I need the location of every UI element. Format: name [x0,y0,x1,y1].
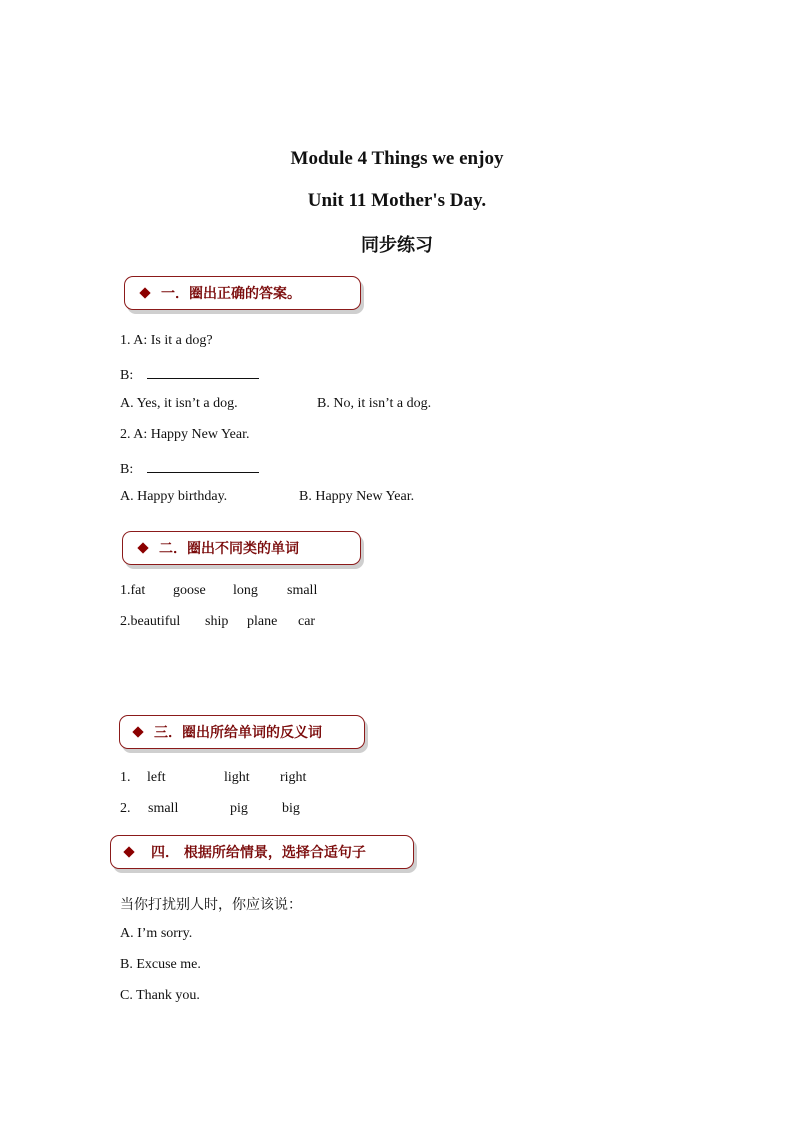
word[interactable]: long [233,583,258,598]
word[interactable]: plane [247,614,278,629]
section-3-row-1 [120,770,360,790]
q2-option-b[interactable]: B. Happy New Year. [299,489,415,504]
word[interactable]: ship [205,614,229,629]
word[interactable]: pig [230,801,248,816]
section-4-label: 四． 根据所给情景，选择合适句子 [151,845,366,861]
word[interactable]: light [224,770,250,785]
q2-blank[interactable] [147,458,259,473]
q2-prompt: 2. A: Happy New Year. [120,427,250,442]
section-3-label: 三．圈出所给单词的反义词 [154,725,322,741]
diamond-icon [123,846,134,857]
unit-title: Unit 11 Mother's Day. [307,190,487,211]
q1-option-b[interactable]: B. No, it isn’t a dog. [317,396,432,411]
q1-blank[interactable] [147,364,259,379]
row-number: 2. [120,801,131,816]
section-2-row-1 [120,583,380,603]
q1-b-label: B: [120,368,134,383]
diamond-icon [132,726,143,737]
situation-option-c[interactable]: C. Thank you. [120,988,200,1003]
row-number: 1. [120,770,131,785]
q2-answer-line [120,458,259,478]
section-3-row-2 [120,801,360,821]
section-1-label: 一．圈出正确的答案。 [161,286,301,302]
word[interactable]: small [148,801,179,816]
word[interactable]: left [147,770,166,785]
section-2-label: 二．圈出不同类的单词 [159,541,299,557]
word[interactable]: 2.beautiful [120,614,181,629]
q2-option-a[interactable]: A. Happy birthday. [120,489,228,504]
q1-option-a[interactable]: A. Yes, it isn’t a dog. [120,396,238,411]
section-2-row-2 [120,614,380,634]
situation-prompt: 当你打扰别人时，你应该说： [120,897,302,913]
word[interactable]: big [282,801,300,816]
word[interactable]: small [287,583,318,598]
section-2-header [122,531,361,565]
word[interactable]: goose [173,583,206,598]
q1-answer-line [120,364,259,384]
situation-option-a[interactable]: A. I’m sorry. [120,926,193,941]
word[interactable]: car [298,614,316,629]
section-4-header [110,835,414,869]
practice-title: 同步练习 [361,235,433,256]
q1-prompt: 1. A: Is it a dog? [120,333,213,348]
diamond-icon [139,287,150,298]
word[interactable]: 1.fat [120,583,146,598]
section-3-header [119,715,365,749]
section-1-header [124,276,361,310]
word[interactable]: right [280,770,307,785]
situation-option-b[interactable]: B. Excuse me. [120,957,201,972]
q2-b-label: B: [120,462,134,477]
diamond-icon [137,542,148,553]
module-title: Module 4 Things we enjoy [290,148,504,169]
